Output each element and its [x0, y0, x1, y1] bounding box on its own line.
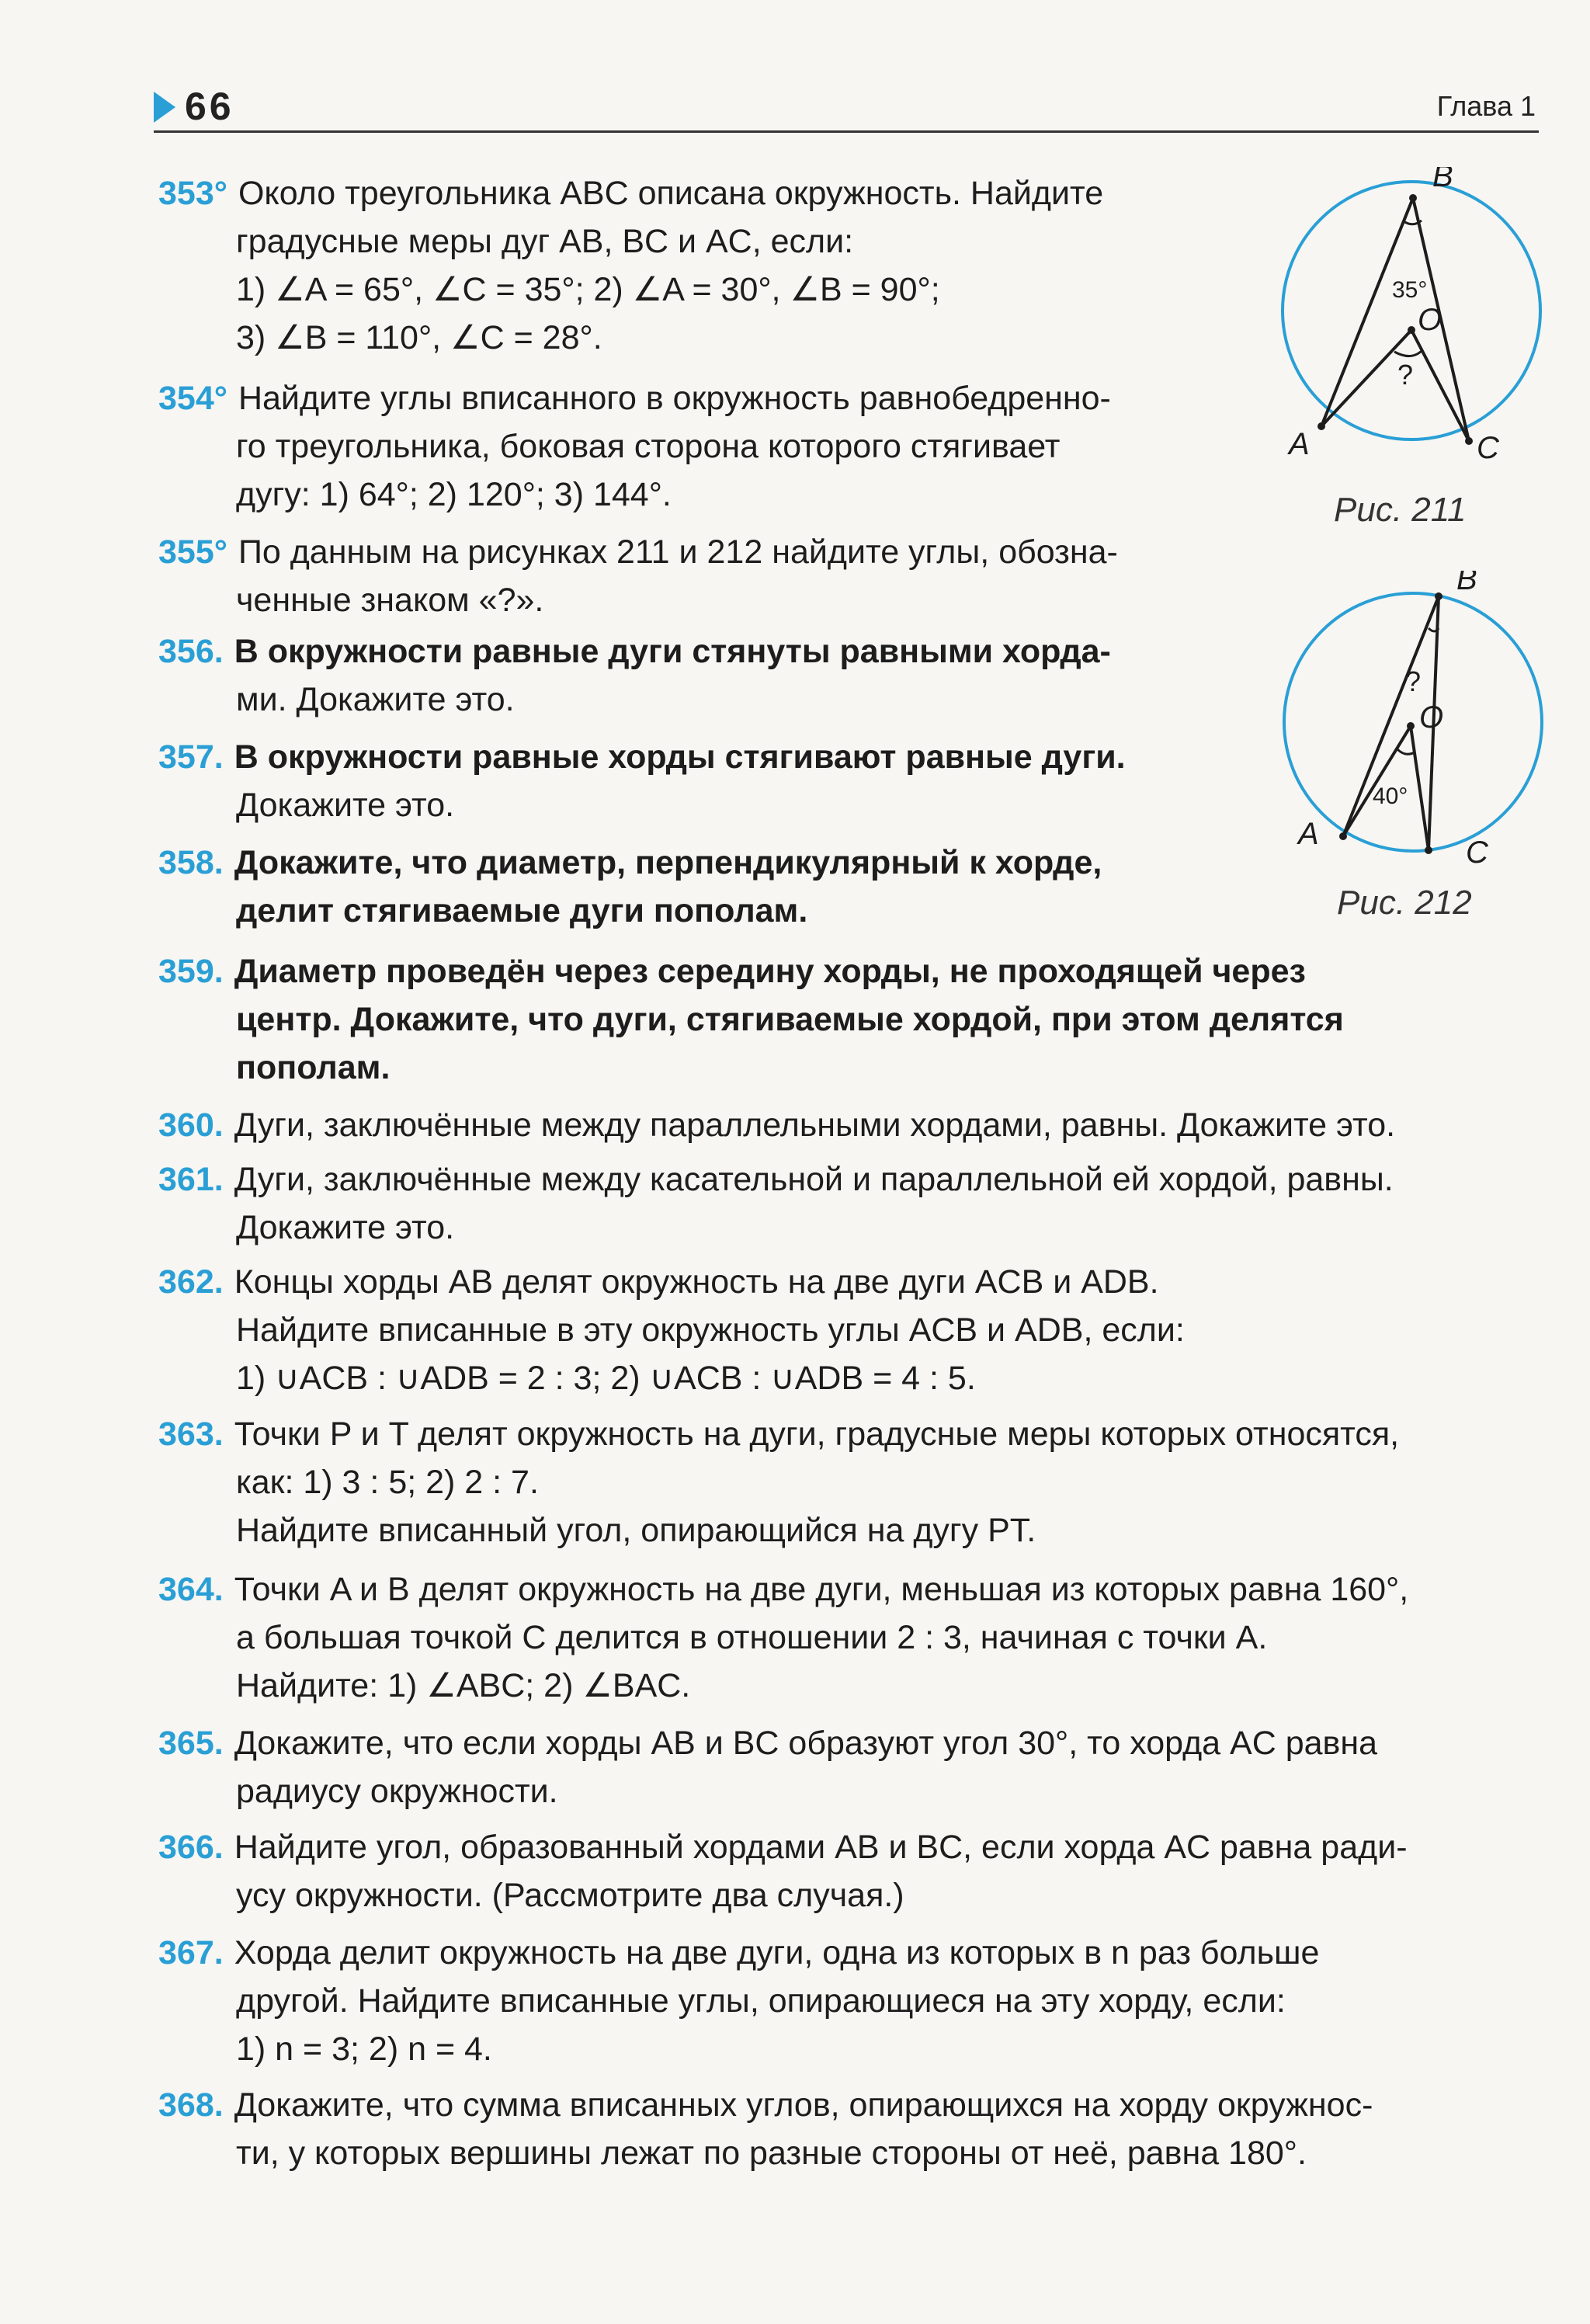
problem-text: ти, у которых вершины лежат по разные стороны от неё, равна 180°. [236, 2135, 1307, 2172]
fig212-label-a: A [1298, 817, 1319, 851]
problem-line [158, 947, 1344, 995]
problem-8 [158, 1155, 1394, 1252]
problem-text: Докажите это. [236, 1209, 455, 1246]
fig211-label-b: B [1432, 167, 1453, 193]
problem-line [158, 733, 1126, 781]
problem-2 [158, 528, 1118, 624]
problem-line [158, 1258, 1185, 1306]
figure-212-caption: Рис. 212 [1337, 884, 1472, 922]
problem-number: 353° [158, 175, 227, 212]
problem-line [158, 169, 1103, 217]
problem-13 [158, 1823, 1408, 1919]
problem-text: 3) ∠B = 110°, ∠C = 28°. [236, 319, 602, 356]
problem-text: Докажите, что сумма вписанных углов, опирающихся на хорду окружнос- [234, 2086, 1373, 2124]
problem-4 [158, 733, 1126, 829]
problem-line [158, 374, 1111, 422]
problem-text: Дуги, заключённые между касательной и параллельной ей хордой, равны. [234, 1161, 1394, 1198]
problem-text: По данным на рисунках 211 и 212 найдите углы, обозна- [238, 533, 1118, 571]
chapter-title: Глава 1 [1436, 90, 1536, 122]
problem-line [158, 1565, 1408, 1614]
problem-line [158, 1101, 1395, 1149]
fig212-question-mark: ? [1405, 665, 1422, 697]
problem-line [158, 1410, 1399, 1458]
problem-number: 355° [158, 533, 227, 571]
problem-number: 354° [158, 380, 227, 417]
problem-text: ченные знаком «?». [236, 582, 544, 619]
problem-text: 1) ∪ACB : ∪ADB = 2 : 3; 2) ∪ACB : ∪ADB = 4 : 5. [236, 1360, 976, 1397]
problem-10 [158, 1410, 1399, 1555]
problem-9 [158, 1258, 1185, 1402]
fig211-label-a: A [1289, 427, 1310, 461]
figure-211-caption: Рис. 211 [1334, 491, 1467, 529]
problem-number: 356. [158, 633, 224, 670]
triangle-marker-icon [154, 92, 175, 123]
problem-number: 364. [158, 1571, 224, 1608]
figure-212 [1273, 571, 1553, 866]
problem-text: градусные меры дуг AB, BC и AC, если: [236, 223, 854, 260]
problem-text: Найдите вписанные в эту окружность углы ACB и ADB, если: [236, 1311, 1185, 1349]
problem-number: 367. [158, 1934, 224, 1971]
problem-statement-bold: Диаметр проведён через середину хорды, не проходящей через [234, 953, 1306, 990]
problem-line [158, 528, 1118, 576]
problem-number: 366. [158, 1829, 224, 1866]
problem-number: 363. [158, 1416, 224, 1453]
problem-text: Докажите, что если хорды AB и BC образуют угол 30°, то хорда AC равна [234, 1725, 1378, 1762]
problem-number: 358. [158, 844, 224, 881]
fig212-label-c: C [1466, 835, 1488, 866]
fig211-label-o: O [1418, 303, 1442, 337]
problem-text: 1) ∠A = 65°, ∠C = 35°; 2) ∠A = 30°, ∠B = 90°; [236, 271, 940, 308]
problem-statement-bold: Докажите, что диаметр, перпендикулярный к хорде, [234, 844, 1102, 881]
problem-line [158, 1719, 1377, 1767]
problem-number: 357. [158, 738, 224, 776]
problem-line [158, 1823, 1408, 1871]
problem-text: 1) n = 3; 2) n = 4. [236, 2030, 492, 2068]
problem-text: Докажите это. [236, 787, 455, 824]
problem-1 [158, 374, 1111, 519]
problem-line [158, 839, 1102, 887]
problem-text: Найдите углы вписанного в окружность равнобедренно- [238, 380, 1111, 417]
problem-3 [158, 627, 1111, 724]
problem-text: Найдите вписанный угол, опирающийся на дугу PT. [236, 1512, 1036, 1549]
problem-text: Найдите: 1) ∠ABC; 2) ∠BAC. [236, 1667, 691, 1704]
problem-statement-bold: В окружности равные хорды стягивают равные дуги. [234, 738, 1126, 776]
problem-text: Хорда делит окружность на две дуги, одна из которых в n раз больше [234, 1934, 1320, 1971]
problem-text: Точки P и T делят окружность на дуги, градусные меры которых относятся, [234, 1416, 1400, 1453]
problem-11 [158, 1565, 1408, 1710]
problem-text: го треугольника, боковая сторона которого стягивает [236, 428, 1061, 465]
problem-text: Дуги, заключённые между параллельными хордами, равны. Докажите это. [234, 1106, 1396, 1144]
problem-number: 361. [158, 1161, 224, 1198]
problem-number: 368. [158, 2086, 224, 2124]
page-header [154, 84, 1539, 133]
problem-text: Около треугольника ABC описана окружность. Найдите [238, 175, 1104, 212]
problem-line [158, 627, 1111, 676]
problem-text: ми. Докажите это. [236, 681, 515, 718]
problem-7 [158, 1101, 1395, 1149]
page-number: 66 [185, 85, 234, 128]
problem-0 [158, 169, 1103, 362]
fig212-label-b: B [1456, 571, 1477, 596]
problem-number: 365. [158, 1725, 224, 1762]
fig211-label-c: C [1477, 431, 1499, 462]
problem-line [158, 2081, 1373, 2129]
problem-text: а большая точкой C делится в отношении 2 : 3, начиная с точки A. [236, 1619, 1268, 1656]
problem-text: пополам. [236, 1049, 391, 1086]
figure-211 [1273, 167, 1553, 462]
problem-number: 362. [158, 1263, 224, 1301]
problem-5 [158, 839, 1102, 935]
problem-6 [158, 947, 1344, 1092]
problem-text: Точки A и B делят окружность на две дуги, меньшая из которых равна 160°, [234, 1571, 1409, 1608]
problem-12 [158, 1719, 1377, 1815]
problem-text: как: 1) 3 : 5; 2) 2 : 7. [236, 1464, 539, 1501]
problem-text: усу окружности. (Рассмотрите два случая.) [236, 1877, 904, 1914]
fig212-angle-label: 40° [1373, 783, 1408, 809]
problem-14 [158, 1929, 1319, 2073]
problem-line [158, 1929, 1319, 1977]
problem-line [158, 1155, 1394, 1204]
problem-text: другой. Найдите вписанные углы, опирающиеся на эту хорду, если: [236, 1982, 1286, 2020]
problem-text: дугу: 1) 64°; 2) 120°; 3) 144°. [236, 476, 672, 513]
problem-text: Найдите угол, образованный хордами AB и BC, если хорда AC равна ради- [234, 1829, 1408, 1866]
problem-text: Концы хорды AB делят окружность на две дуги ACB и ADB. [234, 1263, 1159, 1301]
problem-15 [158, 2081, 1373, 2177]
problem-text: радиусу окружности. [236, 1773, 558, 1810]
problem-text: делит стягиваемые дуги пополам. [236, 892, 808, 929]
problem-number: 359. [158, 953, 224, 990]
problem-statement-bold: В окружности равные дуги стянуты равными хорда- [234, 633, 1111, 670]
fig212-label-o: O [1419, 700, 1444, 735]
problem-text: центр. Докажите, что дуги, стягиваемые хордой, при этом делятся [236, 1001, 1344, 1038]
fig211-question-mark: ? [1397, 359, 1414, 391]
problem-number: 360. [158, 1106, 224, 1144]
fig211-angle-label: 35° [1392, 277, 1428, 303]
